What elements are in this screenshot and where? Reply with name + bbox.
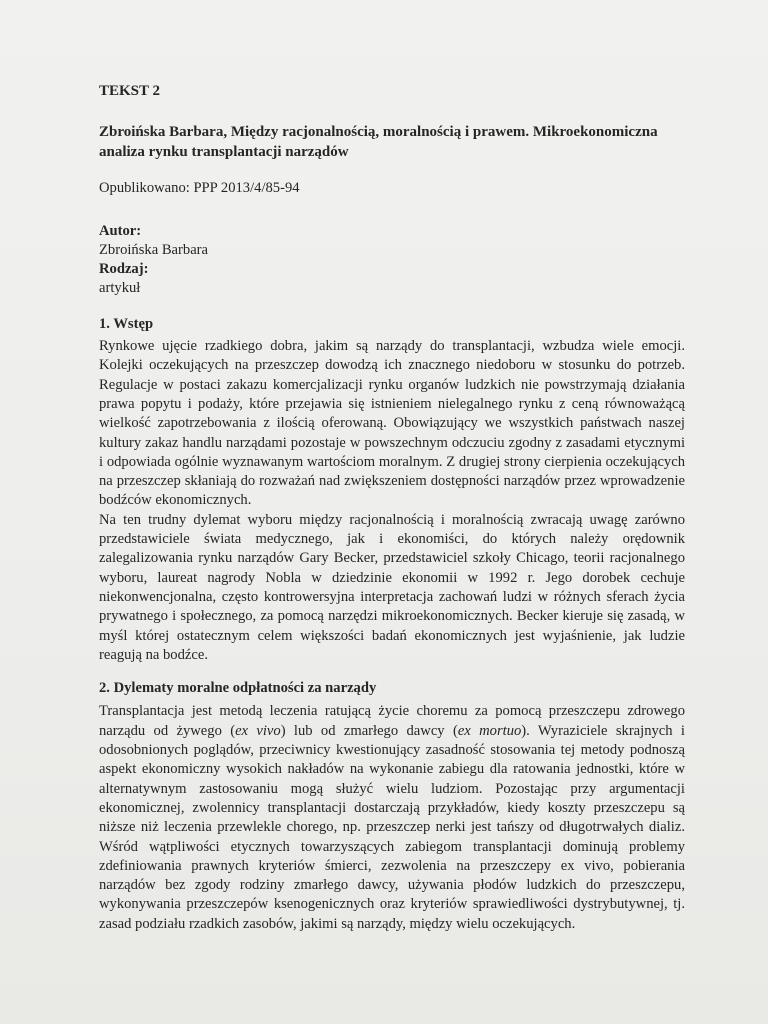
author-name: Zbroińska Barbara bbox=[99, 241, 209, 258]
document-body bbox=[99, 82, 685, 934]
latin-term: ex mortuo bbox=[457, 722, 522, 739]
published-line: Opublikowano: PPP 2013/4/85-94 bbox=[99, 180, 300, 197]
paragraph-text: ) lub od zmarłego dawcy ( bbox=[280, 722, 458, 739]
paragraph-intro-2: Na ten trudny dylemat wyboru między racjonalnością i moralnością zwracają uwagę zarówno przedstawiciele świata medycznego, jak i ekonomiści, do których należy orędownik zalegalizowania rynku narządów Gary Becker, przedstawiciel szkoły Chicago, teorii racjonalnego wyboru, laureat nagrody Nobla w dziedzinie ekonomii w 1992 r. Jego dorobek cechuje niekonwencjonalna, często kontrowersyjna interpretacja zachowań ludzi w różnych sferach życia prywatnego i społecznego, za pomocą narzędzi mikroekonomicznych. Becker kieruje się zasadą, w myśl której ostatecznym celem większości badań ekonomicznych jest wyjaśnienie, jak ludzie reagują na bodźce. bbox=[99, 511, 685, 663]
paragraph-intro-1: Rynkowe ujęcie rzadkiego dobra, jakim są narządy do transplantacji, wzbudza wiele emocji. Kolejki oczekujących na przeszczep dowodzą ich znacznego niedoboru w stosunku do potrzeb. Regulacje w postaci zakazu komercjalizacji rynku organów ludzkich nie powstrzymają działania prawa popytu i podaży, które przejawia się istnieniem nielegalnego rynku z ceną równoważącą wielkość zapotrzebowania z ilością oferowaną. Obowiązujący we wszystkich państwach naszej kultury zakaz handlu narządami pozostaje w powszechnym odczuciu zgodny z zasadami etycznymi i odpowiada ogólnie wyznawanym wartościom moralnym. Z drugiej strony cierpienia oczekujących na przeszczep skłaniają do rozważań nad zwiększeniem dostępności narządów przez wprowadzenie bodźców ekonomicznych. bbox=[99, 338, 685, 509]
section-heading-moral-dilemmas: 2. Dylematy moralne odpłatności za narządy bbox=[99, 680, 377, 697]
author-block bbox=[99, 222, 685, 299]
latin-term: ex vivo bbox=[235, 722, 281, 739]
type-value: artykuł bbox=[99, 280, 141, 297]
publication-title: Zbroińska Barbara, Między racjonalnością, moralnością i prawem. Mikroekonomiczna analiza rynku transplantacji narządów bbox=[99, 124, 658, 161]
paragraph-text: ). Wyraziciele skrajnych i odosobnionych poglądów, przeciwnicy kwestionujący zasadność stosowania tej metody podnoszą aspekt ekonomiczny wysokich nakładów na wykonanie zabiegu dla ratowania jednostki, które w alternatywnym zastosowaniu mogą służyć wielu ludziom. Pozostając przy argumentacji ekonomicznej, zwolennicy transplantacji dostarczają przykładów, kiedy koszty przeszczepu są niższe niż leczenia przewlekle chorego, np. przeszczep nerki jest tańszy od długotrwałych dializ. Wśród wątpliwości etycznych towarzyszących zabiegom transplantacji dominują problemy zdefiniowania prawnych kryteriów śmierci, zezwolenia na przeszczepy ex vivo, pobierania narządów bez zgody rodziny zmarłego dawcy, używania płodów ludzkich do przeszczepu, wykonywania przeszczepów ksenogenicznych oraz kryteriów sprawiedliwości dystrybutywnej, tj. zasad podziału rzadkich zasobów, jakimi są narządy, między wielu oczekujących. bbox=[99, 722, 685, 932]
paragraph-moral-dilemmas bbox=[99, 702, 685, 934]
paragraph-text: Transplantacja jest metodą leczenia ratującą życie choremu za pomocą przeszczepu zdrowego narządu od żywego ( bbox=[99, 703, 685, 739]
text-label: TEKST 2 bbox=[99, 83, 161, 99]
section-heading-introduction: 1. Wstęp bbox=[99, 315, 154, 332]
type-label: Rodzaj: bbox=[99, 261, 149, 278]
author-label: Autor: bbox=[99, 222, 142, 239]
